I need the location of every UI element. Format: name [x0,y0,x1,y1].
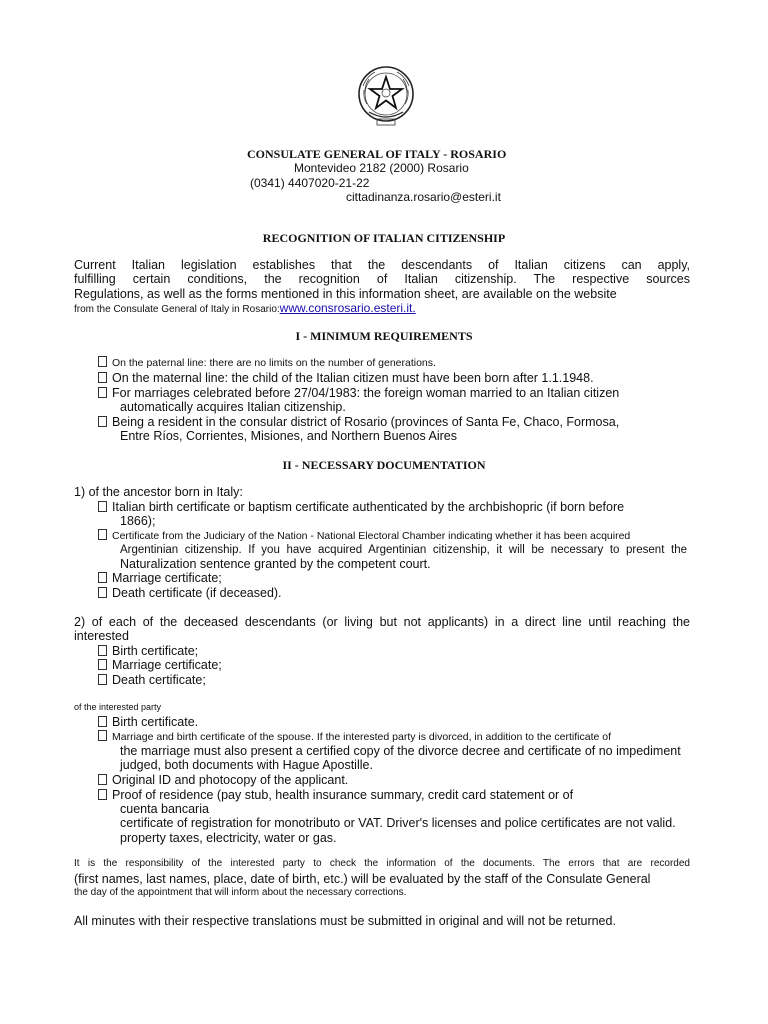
checkbox-icon [98,416,107,427]
list-item: Death certificate; [98,673,206,688]
list-item: Marriage and birth certificate of the spouse. If the interested party is divorced, in addition to the certificate of [98,730,611,745]
intro-line: Regulations, as well as the forms mentioned in this information sheet, are available on the website [74,287,617,301]
list-item-continuation: cuenta bancaria [120,802,209,816]
list-item: Being a resident in the consular district of Rosario (provinces of Santa Fe, Chaco, Formosa, [98,415,619,430]
section-heading: II - NECESSARY DOCUMENTATION [282,458,486,472]
closing-line: the day of the appointment that will inform about the necessary corrections. [74,887,407,898]
list-item: On the paternal line: there are no limits on the number of generations. [98,356,436,371]
intro-line: Current Italian legislation establishes that the descendants of Italian citizens can apply, [74,258,690,272]
list-item-continuation: certificate of registration for monotributo or VAT. Driver's licenses and police certificates are not valid. [120,816,676,830]
checkbox-icon [98,529,107,540]
intro-line [74,301,690,318]
consulate-name: CONSULATE GENERAL OF ITALY - ROSARIO [247,147,507,161]
consulate-email: cittadinanza.rosario@esteri.it [346,190,501,204]
section-heading: I - MINIMUM REQUIREMENTS [295,329,473,343]
list-item-continuation: Naturalization sentence granted by the competent court. [120,557,431,571]
closing-line: It is the responsibility of the interested party to check the information of the documents. The errors that are recorded [74,858,690,869]
list-item-continuation: judged, both documents with Hague Apostille. [120,758,373,772]
intro-line: fulfilling certain conditions, the recognition of Italian citizenship. The respective sources [74,272,690,286]
list-item: For marriages celebrated before 27/04/1983: the foreign woman married to an Italian citizen [98,386,619,401]
list-item-continuation: property taxes, electricity, water or gas. [120,831,337,845]
checkbox-icon [98,716,107,727]
list-item: Death certificate (if deceased). [98,586,282,601]
checkbox-icon [98,572,107,583]
list-item-continuation: the marriage must also present a certified copy of the divorce decree and certificate of no impediment [120,744,681,758]
list-item-continuation: Argentinian citizenship. If you have acquired Argentinian citizenship, it will be necessary to present the [120,544,687,556]
checkbox-icon [98,645,107,656]
list-item: Birth certificate; [98,644,198,659]
list-item-continuation: 1866); [120,514,156,528]
list-item: Certificate from the Judiciary of the Nation - National Electoral Chamber indicating whether it has been acquired [98,529,630,544]
intro-line-text: from the Consulate General of Italy in Rosario: [74,304,280,315]
list-item: Birth certificate. [98,715,198,730]
italian-emblem-icon [355,64,417,130]
consulate-website-link[interactable]: www.consrosario.esteri.it. [279,301,416,315]
ancestor-intro: 1) of the ancestor born in Italy: [74,485,243,499]
checkbox-icon [98,587,107,598]
list-item: On the maternal line: the child of the Italian citizen must have been born after 1.1.1948. [98,371,594,386]
list-item: Marriage certificate; [98,571,222,586]
list-item-continuation: automatically acquires Italian citizenship. [120,400,346,414]
checkbox-icon [98,789,107,800]
checkbox-icon [98,774,107,785]
checkbox-icon [98,674,107,685]
checkbox-icon [98,730,107,741]
list-item: Proof of residence (pay stub, health insurance summary, credit card statement or of [98,788,573,803]
checkbox-icon [98,372,107,383]
closing-line: (first names, last names, place, date of birth, etc.) will be evaluated by the staff of the Consulate General [74,872,651,886]
checkbox-icon [98,501,107,512]
descendants-intro: interested [74,629,129,643]
list-item: Marriage certificate; [98,658,222,673]
checkbox-icon [98,659,107,670]
list-item: Italian birth certificate or baptism certificate authenticated by the archbishopric (if born before [98,500,624,515]
list-item: Original ID and photocopy of the applicant. [98,773,348,788]
consulate-phone: (0341) 4407020-21-22 [250,176,370,190]
list-item-continuation: Entre Ríos, Corrientes, Misiones, and Northern Buenos Aires [120,429,457,443]
closing-final: All minutes with their respective translations must be submitted in original and will not be returned. [74,914,616,928]
consulate-address: Montevideo 2182 (2000) Rosario [294,161,469,175]
page-title: RECOGNITION OF ITALIAN CITIZENSHIP [262,231,506,245]
checkbox-icon [98,387,107,398]
checkbox-icon [98,356,107,367]
descendants-intro: 2) of each of the deceased descendants (or living but not applicants) in a direct line until reaching the [74,615,690,629]
party-intro: of the interested party [74,702,162,712]
